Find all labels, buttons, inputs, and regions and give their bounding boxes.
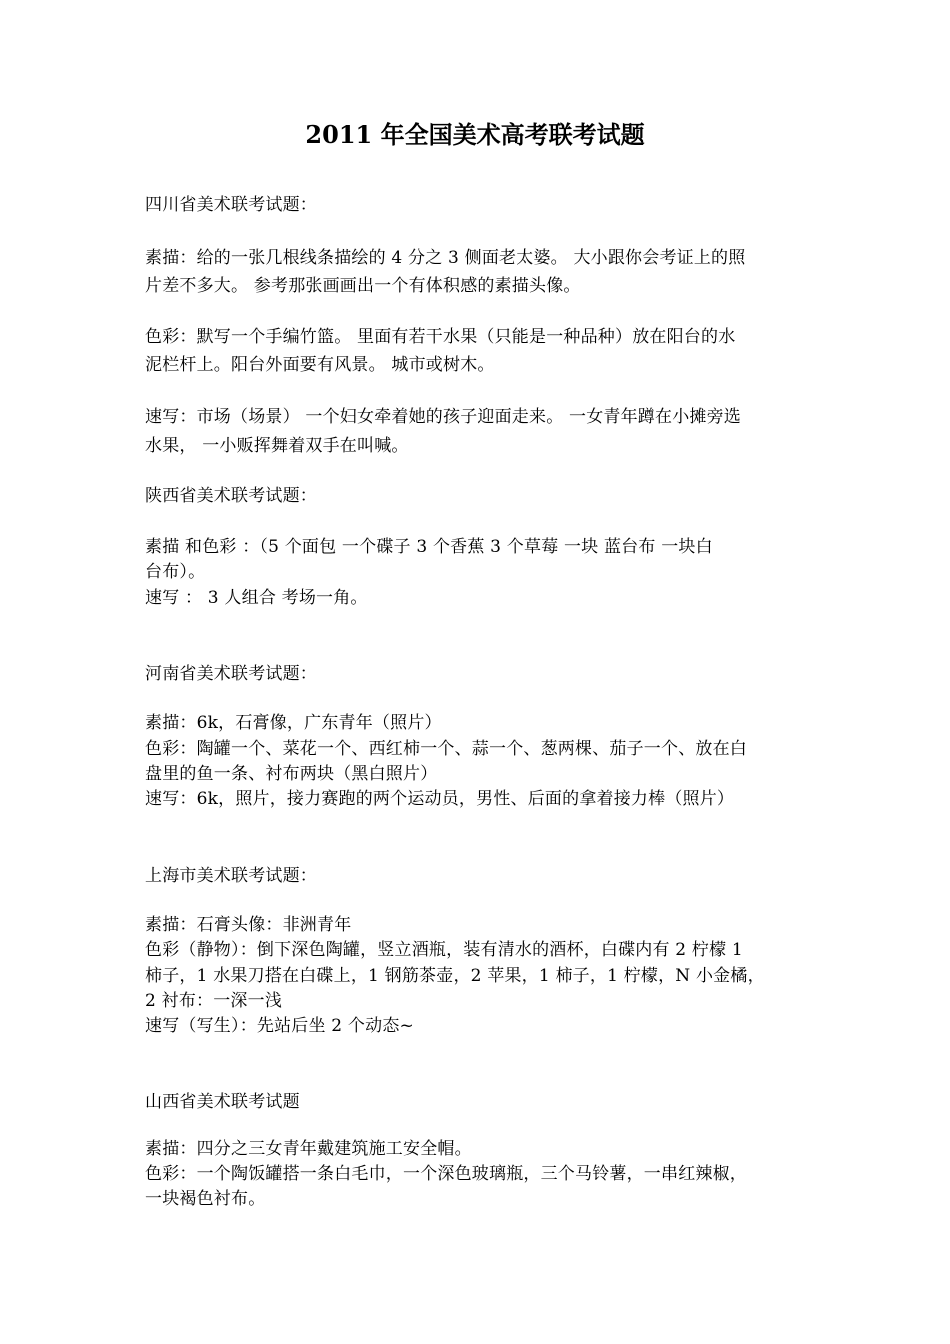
sichuan-secai-line-2: 泥栏杆上。阳台外面要有风景。 城市或树木。 — [145, 355, 495, 375]
document-title: 2011 年全国美术高考联考试题 — [305, 120, 645, 149]
shaanxi-line-1: 素描 和色彩 ：（5 个面包 一个碟子 3 个香蕉 3 个草莓 一块 蓝台布 一块白 — [145, 537, 713, 557]
section-heading-henan: 河南省美术联考试题： — [145, 664, 317, 684]
henan-line-4: 速写：6k，照片，接力赛跑的两个运动员，男性、后面的拿着接力棒（照片） — [145, 789, 735, 809]
sichuan-suxie-line-1: 速写：市场（场景） 一个妇女牵着她的孩子迎面走来。 一女青年蹲在小摊旁选 — [145, 407, 742, 427]
section-heading-shanghai: 上海市美术联考试题： — [145, 866, 317, 886]
shanxi-line-1: 素描：四分之三女青年戴建筑施工安全帽。 — [145, 1139, 472, 1159]
shanghai-line-5: 速写（写生）：先站后坐 2 个动态~ — [145, 1016, 414, 1036]
sichuan-suxie-line-2: 水果， 一小贩挥舞着双手在叫喊。 — [145, 436, 409, 456]
section-heading-sichuan: 四川省美术联考试题： — [145, 195, 317, 215]
sichuan-sumiao-line-2: 片差不多大。 参考那张画画出一个有体积感的素描头像。 — [145, 276, 581, 296]
shanghai-line-4: 2 衬布：一深一浅 — [145, 991, 283, 1011]
section-heading-shaanxi: 陕西省美术联考试题： — [145, 486, 317, 506]
henan-line-2: 色彩：陶罐一个、菜花一个、西红柿一个、蒜一个、葱两棵、茄子一个、放在白 — [145, 739, 747, 759]
shanghai-line-3: 柿子，1 水果刀搭在白碟上，1 钢筋茶壶，2 苹果，1 柿子，1 柠檬，N 小金橘， — [145, 966, 765, 986]
sichuan-secai-line-1: 色彩：默写一个手编竹篮。 里面有若干水果（只能是一种品种）放在阳台的水 — [145, 327, 736, 347]
section-heading-shanxi: 山西省美术联考试题 — [145, 1092, 300, 1112]
shanxi-line-3: 一块褐色衬布。 — [145, 1189, 266, 1209]
shaanxi-line-3: 速写 ： 3 人组合 考场一角。 — [145, 588, 368, 608]
shaanxi-line-2: 台布）。 — [145, 562, 206, 582]
henan-line-1: 素描：6k，石膏像，广东青年（照片） — [145, 713, 442, 733]
sichuan-sumiao-line-1: 素描：给的一张几根线条描绘的 4 分之 3 侧面老太婆。 大小跟你会考证上的照 — [145, 248, 746, 268]
shanghai-line-2: 色彩（静物）：倒下深色陶罐，竖立酒瓶，装有清水的酒杯，白碟内有 2 柠檬 1 — [145, 940, 743, 960]
shanxi-line-2: 色彩：一个陶饭罐搭一条白毛巾，一个深色玻璃瓶，三个马铃薯，一串红辣椒， — [145, 1164, 747, 1184]
henan-line-3: 盘里的鱼一条、衬布两块（黑白照片） — [145, 764, 438, 784]
shanghai-line-1: 素描：石膏头像：非洲青年 — [145, 915, 352, 935]
